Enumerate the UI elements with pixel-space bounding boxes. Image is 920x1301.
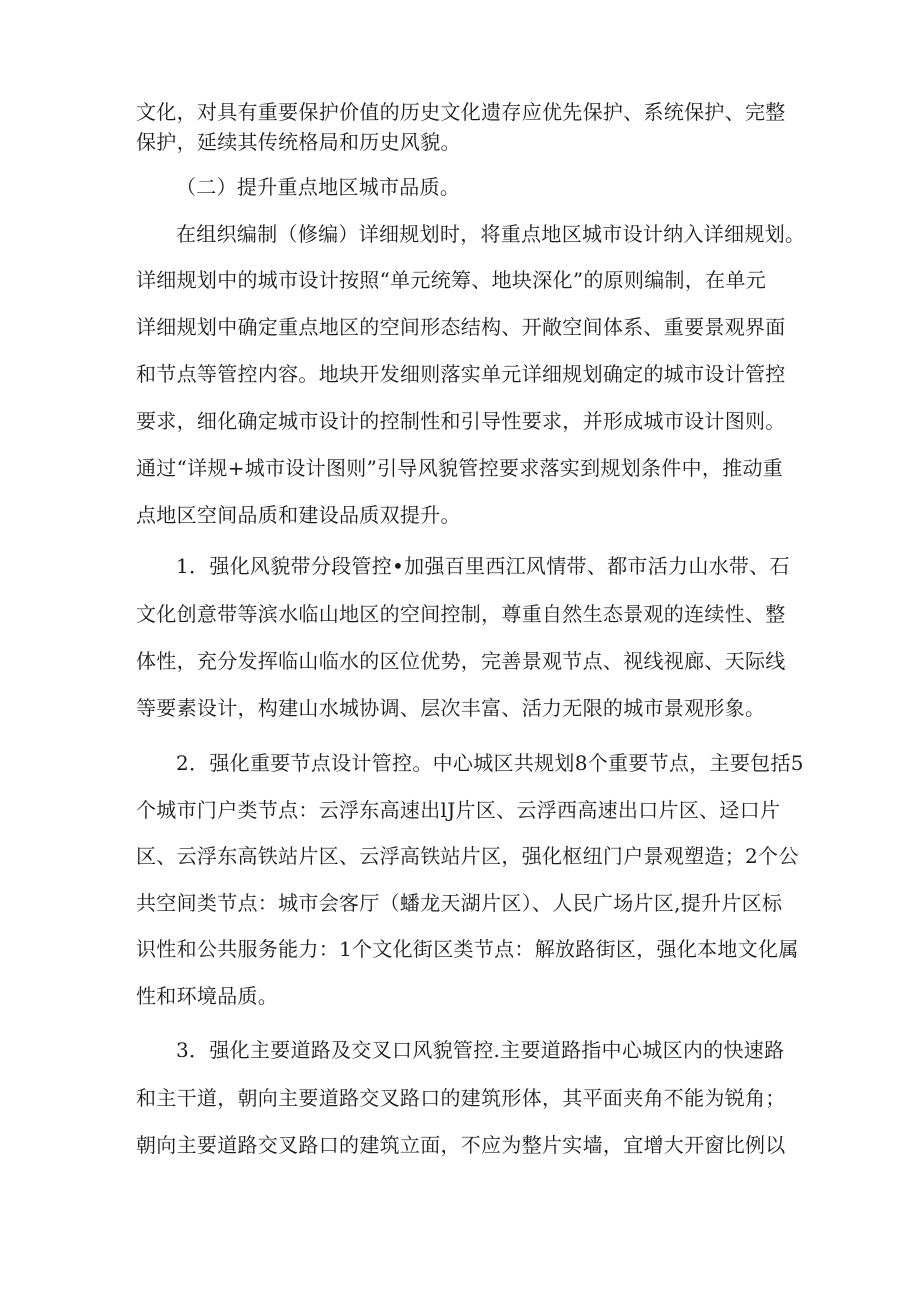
text-line: 朝向主要道路交叉路口的建筑立面，不应为整片实墙，宜增大开窗比例以 <box>136 1133 786 1157</box>
list-item-heading: 2．强化重要节点设计管控。中心城区共规划8个重要节点，主要包括5 <box>176 751 804 775</box>
text-line: 共空间类节点：城市会客厅（蟠龙天湖片区）、人民广场片区,提升片区标 <box>136 891 783 915</box>
text-line: 区、云浮东高铁站片区、云浮高铁站片区，强化枢纽门户景观塑造；2个公 <box>136 844 799 868</box>
text-line: 点地区空间品质和建设品质双提升。 <box>136 503 461 527</box>
text-line: 详细规划中的城市设计按照“单元统筹、地块深化”的原则编制，在单元 <box>136 268 767 292</box>
text-line: 和节点等管控内容。地块开发细则落实单元详细规划确定的城市设计管控 <box>136 362 786 386</box>
list-item-heading: 3．强化主要道路及交叉口风貌管控.主要道路指中心城区内的快速路 <box>176 1038 785 1062</box>
text-line: 文化，对具有重要保护价值的历史文化遗存应优先保护、系统保护、完整 <box>136 100 786 124</box>
text-line: 体性，充分发挥临山临水的区位优势，完善景观节点、视线视廊、天际线 <box>136 649 786 673</box>
list-item-heading: 1．强化风貌带分段管控•加强百里西江风情带、都市活力山水带、石 <box>176 554 790 578</box>
text-line: 识性和公共服务能力：1个文化街区类节点：解放路街区，强化本地文化属 <box>136 937 799 961</box>
text-line: 性和环境品质。 <box>136 984 279 1008</box>
text-line: 要求，细化确定城市设计的控制性和引导性要求，并形成城市设计图则。 <box>136 409 786 433</box>
text-line: 个城市门户类节点：云浮东高速出lJ片区、云浮西高速出口片区、迳口片 <box>136 798 781 822</box>
text-line: 详细规划中确定重点地区的空间形态结构、开敞空间体系、重要景观界面 <box>136 315 786 339</box>
text-line: 通过“详规+城市设计图则”引导风貌管控要求落实到规划条件中，推动重 <box>136 456 784 480</box>
text-line: 文化创意带等滨水临山地区的空间控制，尊重自然生态景观的连续性、整 <box>136 602 786 626</box>
text-line: 等要素设计，构建山水城协调、层次丰富、活力无限的城市景观形象。 <box>136 696 766 720</box>
section-heading: （二）提升重点地区城市品质。 <box>176 175 461 199</box>
text-line: 在组织编制（修编）详细规划时，将重点地区城市设计纳入详细规划。 <box>176 222 806 246</box>
text-line: 保护，延续其传统格局和历史风貌。 <box>136 130 461 154</box>
text-line: 和主干道，朝向主要道路交叉路口的建筑形体，其平面夹角不能为锐角； <box>136 1086 786 1110</box>
